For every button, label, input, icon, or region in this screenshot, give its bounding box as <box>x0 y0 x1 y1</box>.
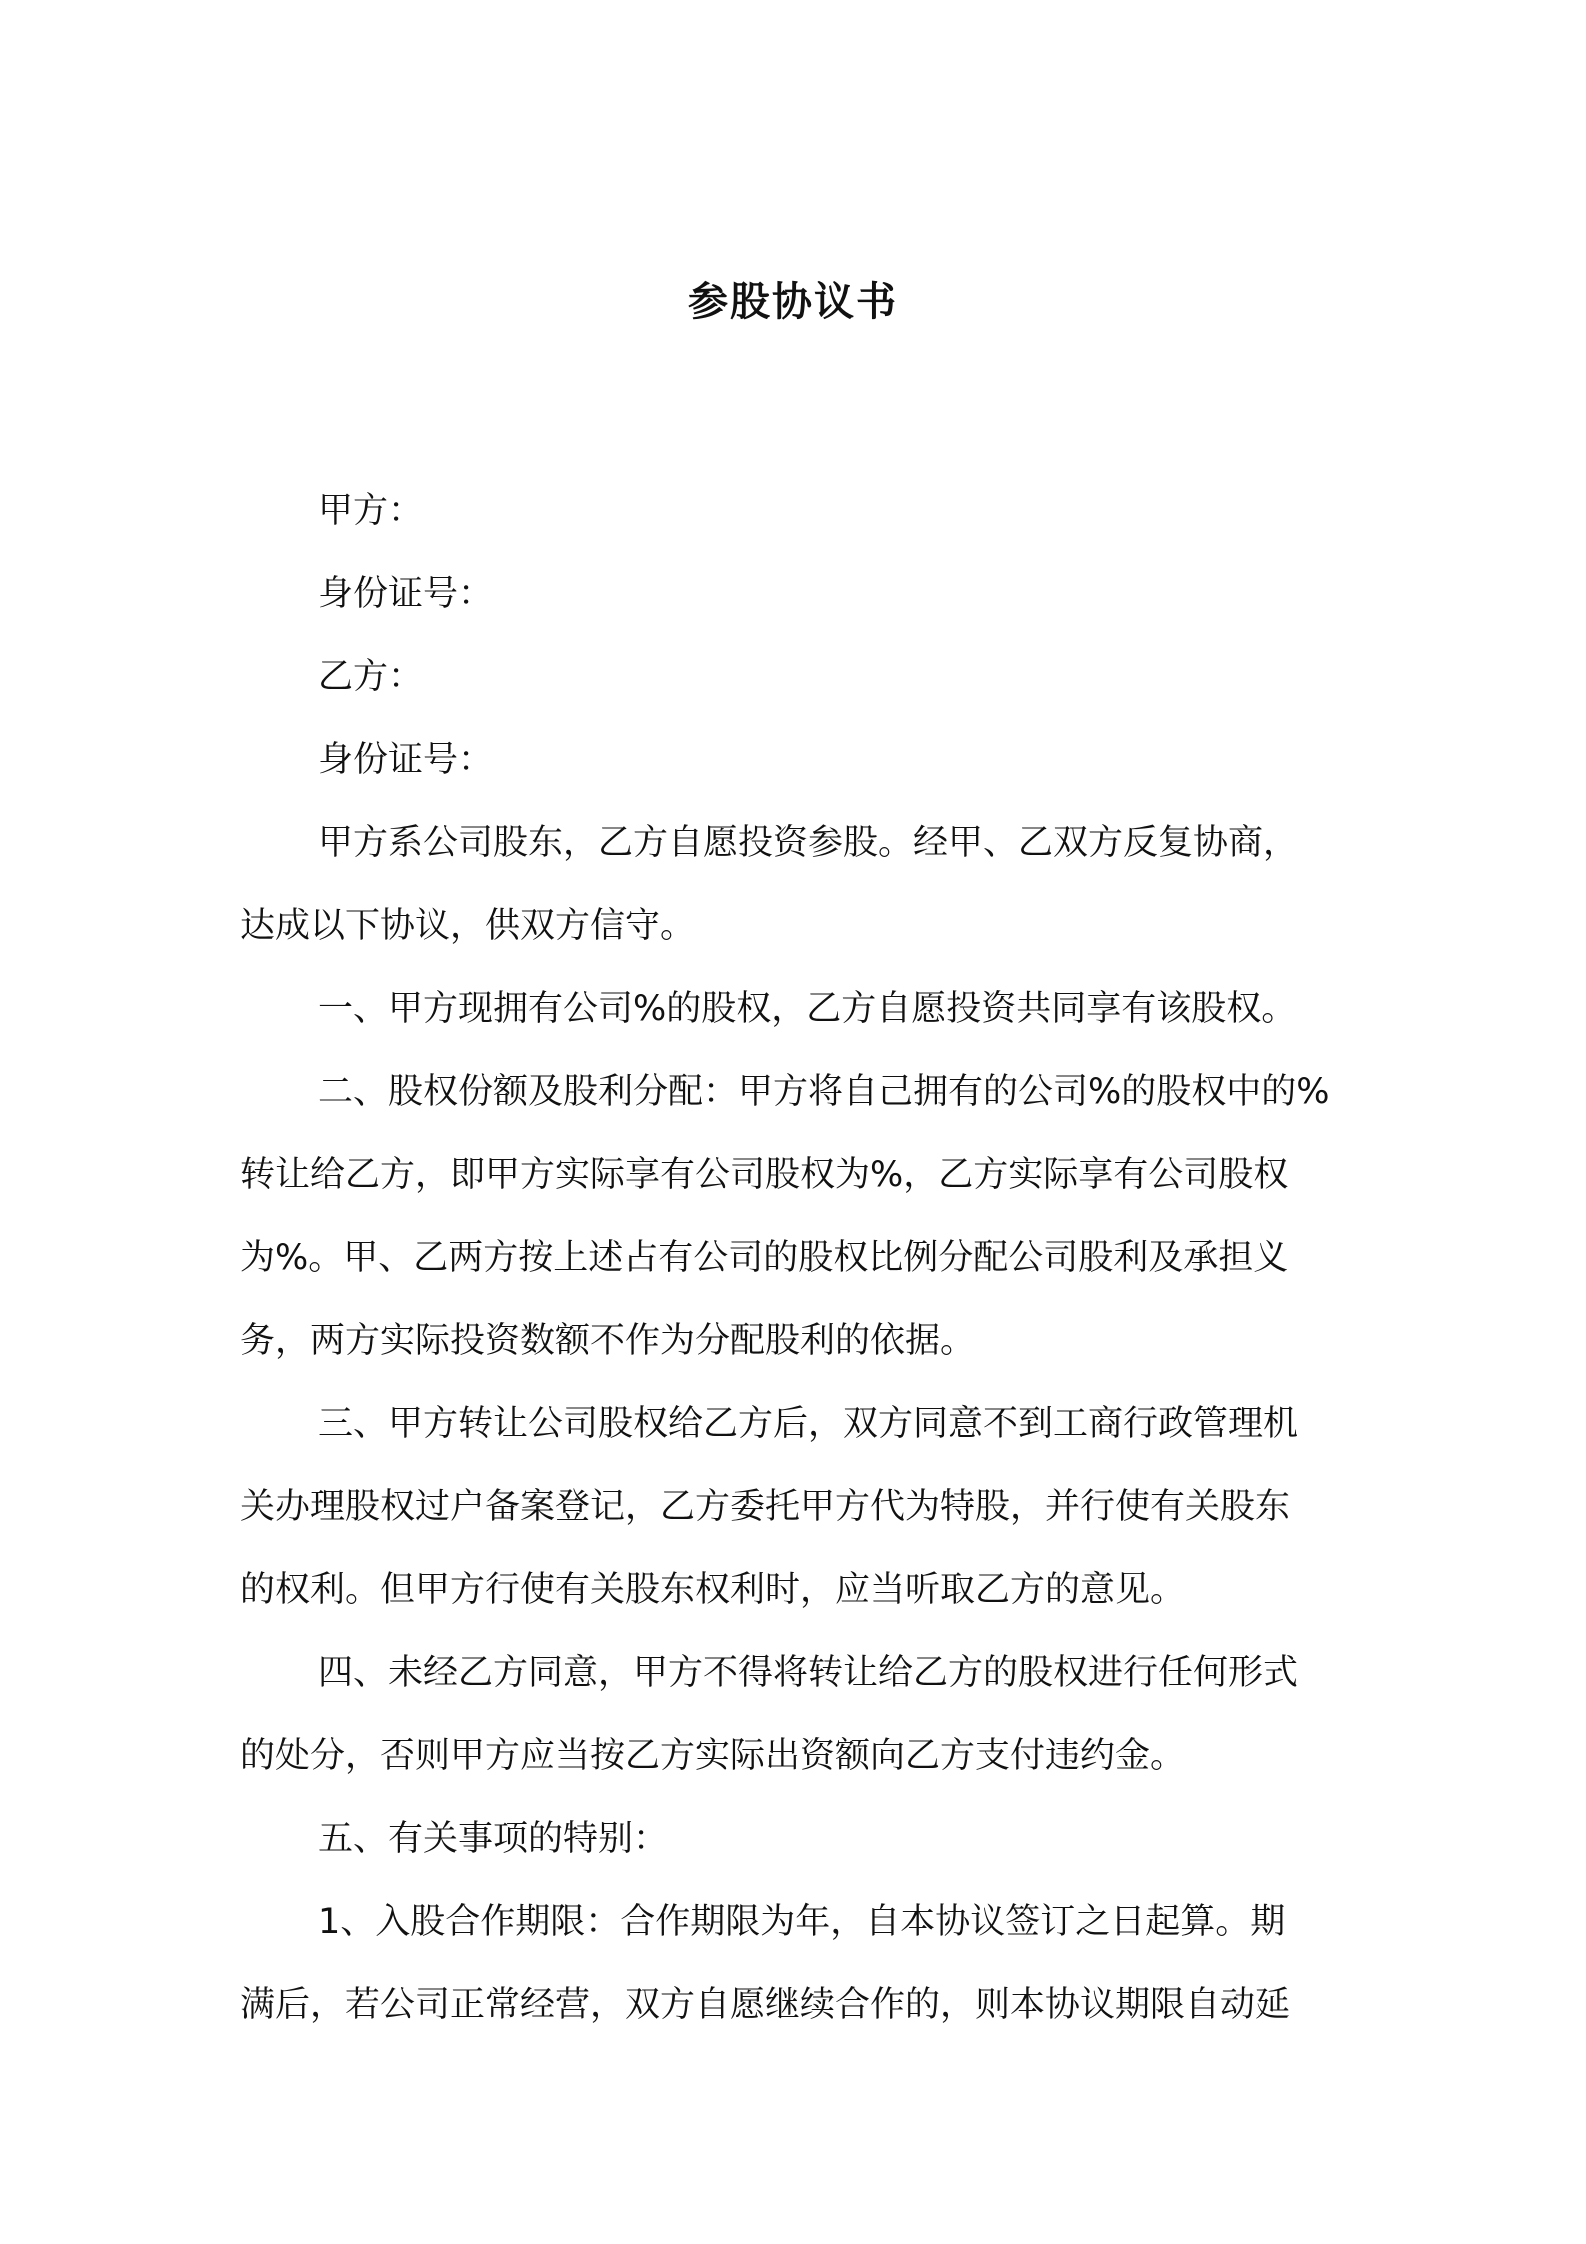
paragraph-line: 达成以下协议，供双方信守。 <box>240 906 696 946</box>
party-a-id-field: 身份证号： <box>318 574 494 614</box>
party-a-field: 甲方： <box>318 491 424 531</box>
clause-4-paragraph <box>240 1632 1386 1798</box>
clause-2-paragraph <box>240 1051 1386 1383</box>
paragraph-line: 关办理股权过户备案登记，乙方委托甲方代为特股，并行使有关股东 <box>240 1487 1291 1527</box>
paragraph-line: 1、入股合作期限：合作期限为年，自本协议签订之日起算。期 <box>318 1902 1286 1942</box>
paragraph-line: 二、股权份额及股利分配：甲方将自己拥有的公司%的股权中的% <box>318 1072 1330 1112</box>
clause-5-1-paragraph <box>240 1881 1386 2047</box>
paragraph-line: 五、有关事项的特别： <box>318 1819 669 1859</box>
paragraph-line: 三、甲方转让公司股权给乙方后，双方同意不到工商行政管理机 <box>318 1404 1299 1444</box>
paragraph-line: 一、甲方现拥有公司%的股权，乙方自愿投资共同享有该股权。 <box>318 989 1297 1029</box>
paragraph-line: 的权利。但甲方行使有关股东权利时，应当听取乙方的意见。 <box>240 1570 1186 1610</box>
paragraph-line: 的处分，否则甲方应当按乙方实际出资额向乙方支付违约金。 <box>240 1736 1186 1776</box>
clause-3-paragraph <box>240 1383 1386 1632</box>
paragraph-line: 为%。甲、乙两方按上述占有公司的股权比例分配公司股利及承担义 <box>240 1238 1289 1278</box>
party-b-field: 乙方： <box>318 657 424 697</box>
clause-5-heading <box>240 1798 1386 1881</box>
paragraph-line: 四、未经乙方同意，甲方不得将转让给乙方的股权进行任何形式 <box>318 1653 1299 1693</box>
preamble-paragraph <box>240 802 1386 968</box>
document-body <box>240 470 1386 2047</box>
clause-1-paragraph <box>240 968 1386 1051</box>
paragraph-line: 转让给乙方，即甲方实际享有公司股权为%，乙方实际享有公司股权 <box>240 1155 1289 1195</box>
paragraph-line: 甲方系公司股东，乙方自愿投资参股。经甲、乙双方反复协商， <box>318 823 1299 863</box>
paragraph-line: 务，两方实际投资数额不作为分配股利的依据。 <box>240 1321 976 1361</box>
paragraph-line: 满后，若公司正常经营，双方自愿继续合作的，则本协议期限自动延 <box>240 1985 1291 2025</box>
party-b-id-field: 身份证号： <box>318 740 494 780</box>
document-title: 参股协议书 <box>688 279 898 325</box>
